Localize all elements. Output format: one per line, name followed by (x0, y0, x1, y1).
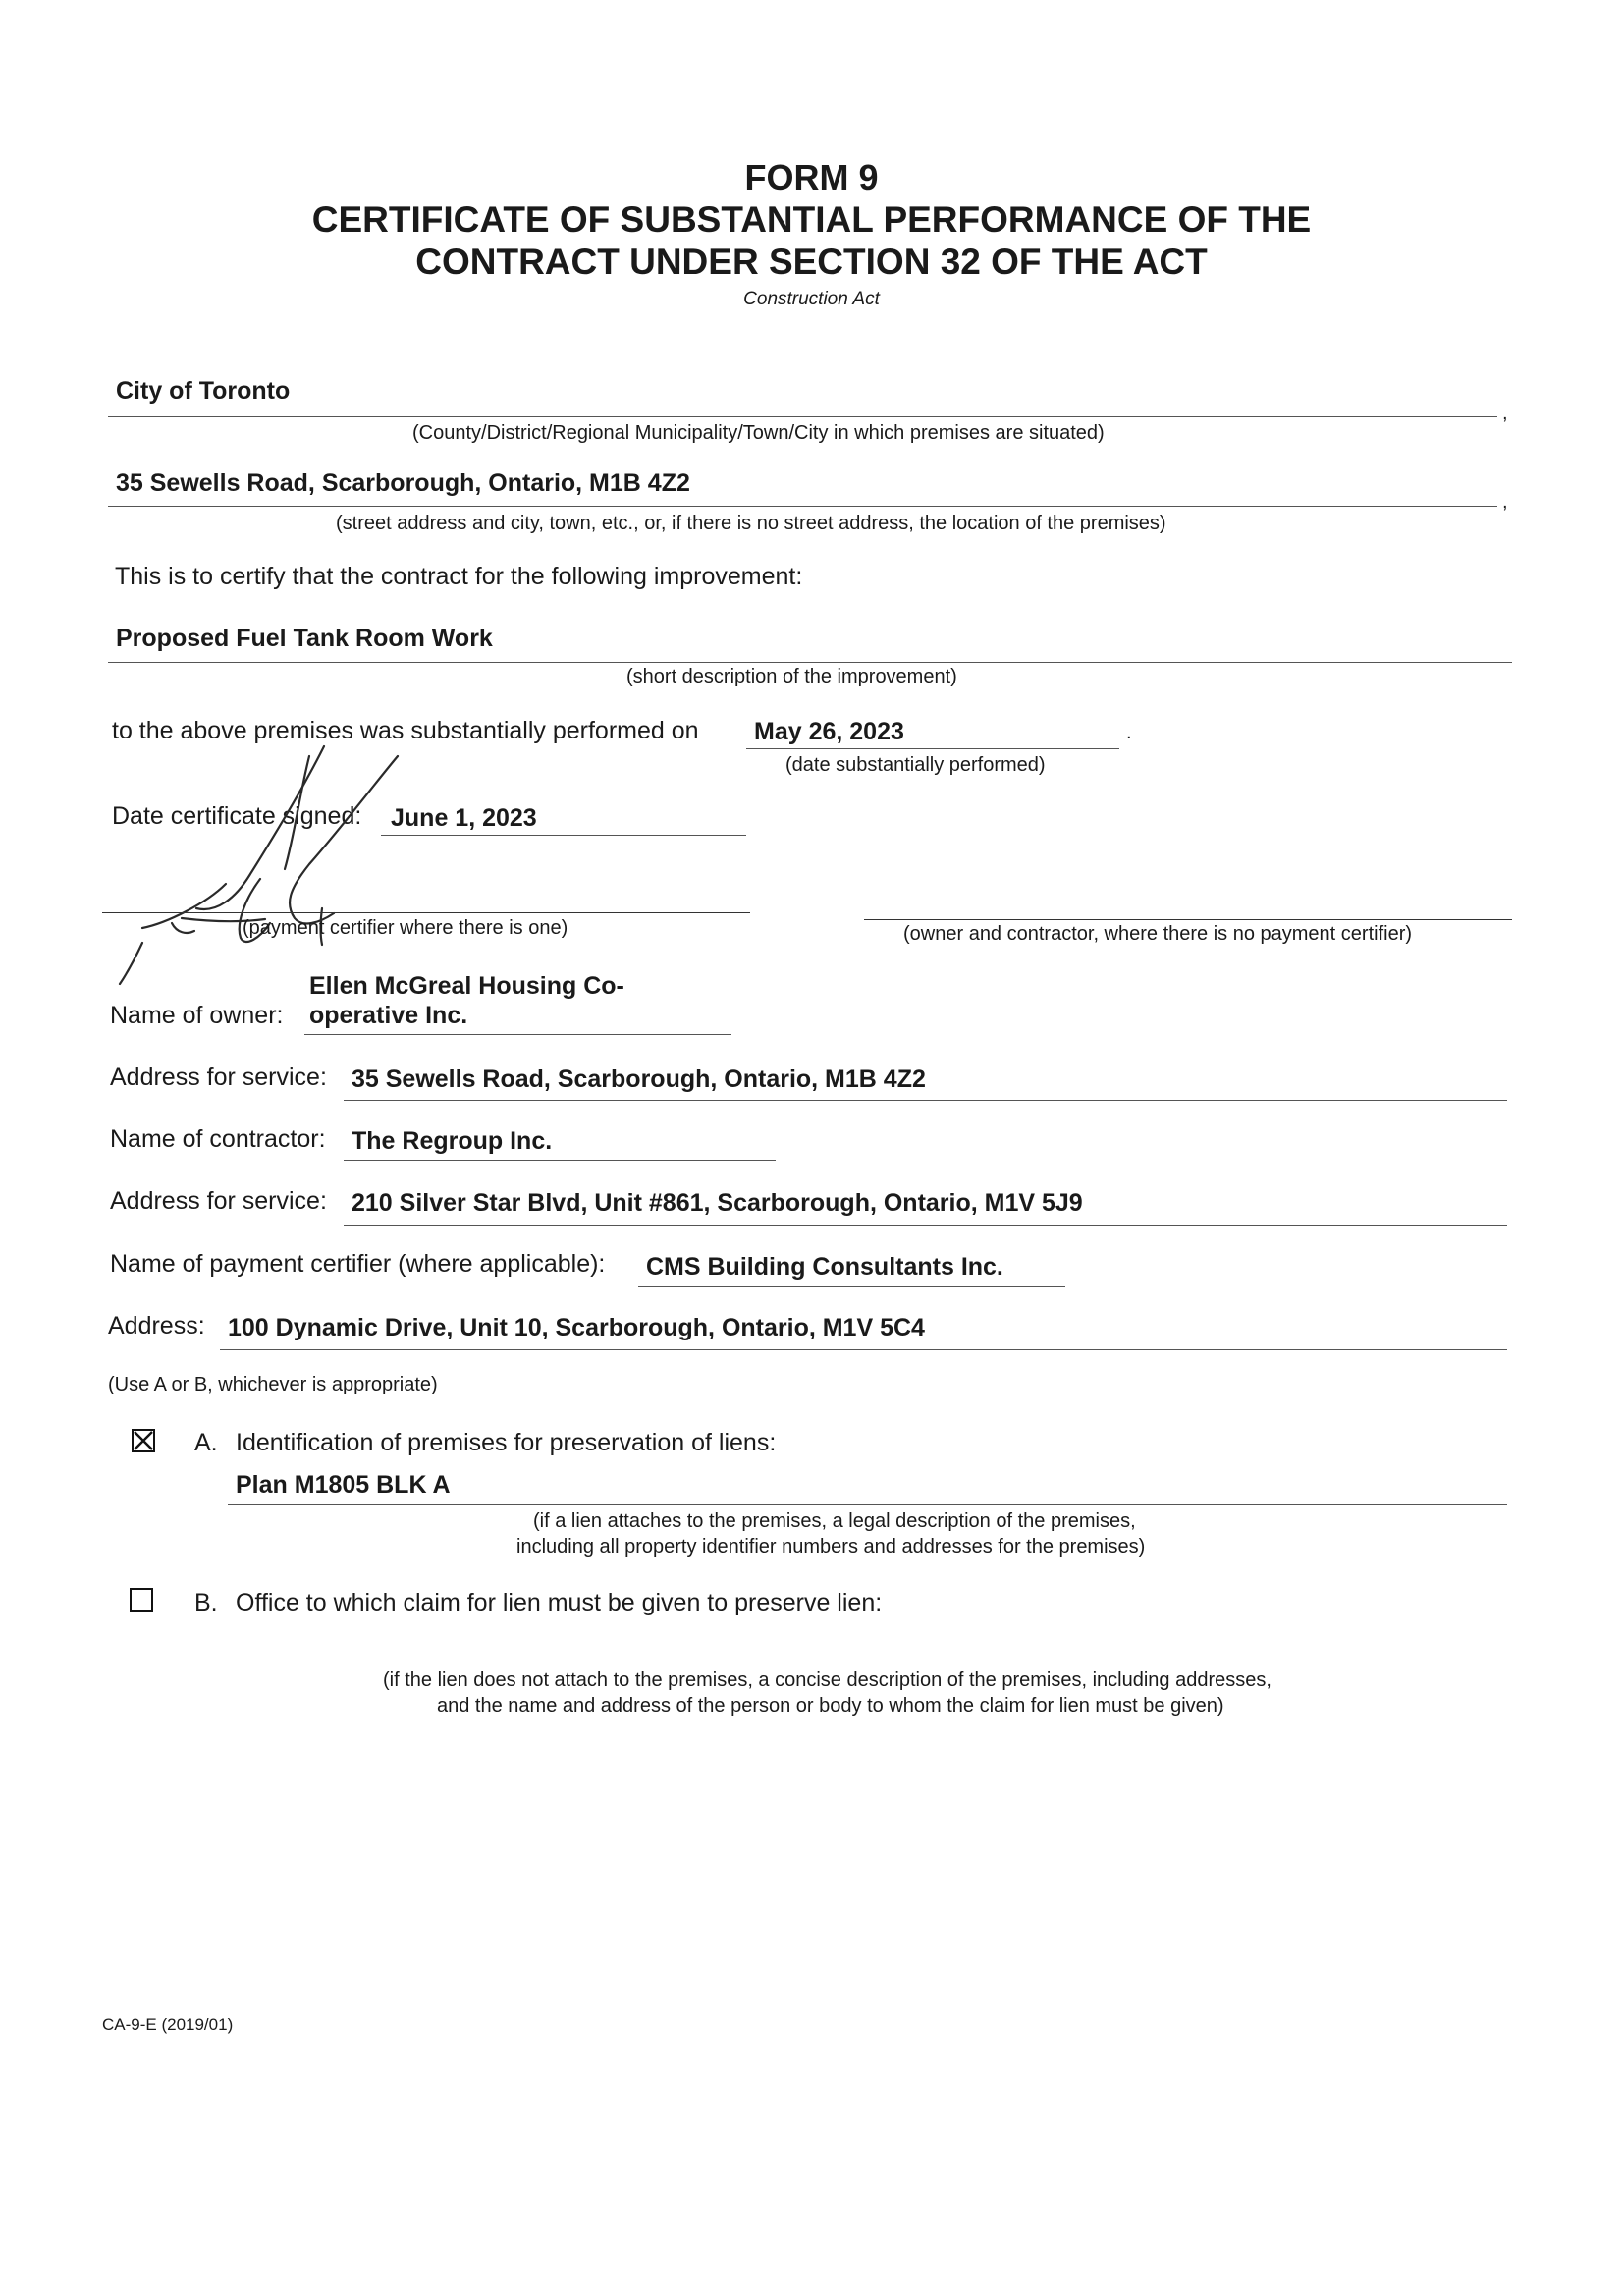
premises-comma: , (1502, 491, 1508, 513)
contractor-address-field[interactable]: 210 Silver Star Blvd, Unit #861, Scarborough, Ontario, M1V 5J9 (352, 1189, 1083, 1217)
certifier-name-field[interactable]: CMS Building Consultants Inc. (646, 1253, 1003, 1281)
owner-label: Name of owner: (110, 1002, 284, 1029)
certify-text: This is to certify that the contract for the following improvement: (115, 563, 803, 590)
option-b-caption-line1: (if the lien does not attach to the premises, a concise description of the premises, including addresses, (383, 1669, 1271, 1691)
option-a-letter: A. (194, 1429, 218, 1456)
signed-label: Date certificate signed: (112, 802, 362, 830)
option-a-underline (228, 1504, 1507, 1505)
performed-label: to the above premises was substantially performed on (112, 717, 699, 744)
certifier-underline (638, 1286, 1065, 1287)
option-b-letter: B. (194, 1589, 218, 1616)
form-code: CA-9-E (2019/01) (102, 2015, 234, 2034)
form-number: FORM 9 (744, 157, 879, 197)
owner-address-label: Address for service: (110, 1064, 327, 1091)
option-b-checkbox[interactable] (130, 1588, 153, 1612)
owner-underline (304, 1034, 731, 1035)
certifier-address-label: Address: (108, 1312, 205, 1339)
checkmark-x-icon (134, 1431, 153, 1450)
signed-underline (381, 835, 746, 836)
form-title-line1: CERTIFICATE OF SUBSTANTIAL PERFORMANCE OF THE (311, 199, 1312, 240)
performed-date-field[interactable]: May 26, 2023 (754, 718, 904, 745)
owner-contractor-signature-line[interactable] (864, 919, 1512, 920)
improvement-underline (108, 662, 1512, 663)
option-a-label: Identification of premises for preservation of liens: (236, 1429, 777, 1456)
option-a-caption-line1: (if a lien attaches to the premises, a legal description of the premises, (533, 1510, 1136, 1532)
premises-caption: (street address and city, town, etc., or, if there is no street address, the location of the premises) (336, 513, 1166, 534)
certifier-address-underline (220, 1349, 1507, 1350)
certifier-label: Name of payment certifier (where applicable): (110, 1250, 606, 1278)
form-title-line2: CONTRACT UNDER SECTION 32 OF THE ACT (415, 242, 1208, 282)
certifier-address-field[interactable]: 100 Dynamic Drive, Unit 10, Scarborough, Ontario, M1V 5C4 (228, 1314, 925, 1341)
performed-caption: (date substantially performed) (785, 754, 1046, 776)
municipality-field[interactable]: City of Toronto (116, 377, 291, 405)
municipality-underline (108, 416, 1497, 417)
municipality-caption: (County/District/Regional Municipality/Town/City in which premises are situated) (412, 422, 1105, 444)
option-a-field[interactable]: Plan M1805 BLK A (236, 1471, 451, 1499)
payment-certifier-signature (98, 727, 412, 992)
option-b-label: Office to which claim for lien must be given to preserve lien: (236, 1589, 883, 1616)
owner-name-line1[interactable]: Ellen McGreal Housing Co- (309, 972, 624, 1000)
owner-address-field[interactable]: 35 Sewells Road, Scarborough, Ontario, M1B 4Z2 (352, 1066, 926, 1093)
contractor-label: Name of contractor: (110, 1125, 326, 1153)
improvement-caption: (short description of the improvement) (626, 666, 957, 687)
contractor-address-label: Address for service: (110, 1187, 327, 1215)
use-note: (Use A or B, whichever is appropriate) (108, 1374, 438, 1395)
improvement-field[interactable]: Proposed Fuel Tank Room Work (116, 625, 493, 652)
option-a-checkbox[interactable] (132, 1429, 155, 1452)
payment-certifier-signature-line[interactable] (102, 912, 750, 913)
municipality-comma: , (1502, 403, 1508, 424)
payment-certifier-caption: (payment certifier where there is one) (243, 917, 568, 939)
option-b-caption-line2: and the name and address of the person or body to whom the claim for lien must be given) (437, 1695, 1224, 1717)
contractor-underline (344, 1160, 776, 1161)
contractor-address-underline (344, 1225, 1507, 1226)
owner-name-line2[interactable]: operative Inc. (309, 1002, 468, 1029)
premises-underline (108, 506, 1497, 507)
premises-field[interactable]: 35 Sewells Road, Scarborough, Ontario, M1B 4Z2 (116, 469, 690, 497)
performed-underline (746, 748, 1119, 749)
signed-date-field[interactable]: June 1, 2023 (391, 804, 537, 832)
performed-period: . (1126, 722, 1132, 743)
act-name: Construction Act (743, 289, 880, 309)
owner-contractor-caption: (owner and contractor, where there is no payment certifier) (903, 923, 1413, 945)
owner-address-underline (344, 1100, 1507, 1101)
option-a-caption-line2: including all property identifier numbers and addresses for the premises) (516, 1536, 1146, 1558)
contractor-name-field[interactable]: The Regroup Inc. (352, 1127, 553, 1155)
